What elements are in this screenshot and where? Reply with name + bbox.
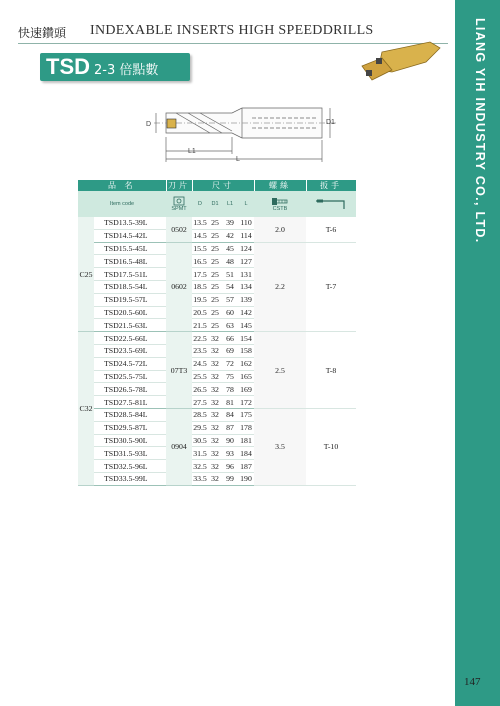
cell-l: 114 bbox=[238, 229, 254, 242]
item-code: TSD28.5-84L bbox=[94, 408, 166, 421]
item-code: TSD33.5-99L bbox=[94, 472, 166, 485]
cell-d1: 25 bbox=[208, 255, 222, 268]
group-header-insert: 刀片 bbox=[168, 181, 191, 190]
cell-d: 22.5 bbox=[193, 333, 207, 343]
cell-d: 31.5 bbox=[193, 448, 207, 458]
cell-l: 175 bbox=[238, 408, 254, 421]
cell-l1: 84 bbox=[222, 408, 238, 421]
brand-sidebar bbox=[455, 0, 500, 706]
cell-l1: 75 bbox=[222, 370, 238, 383]
page-number: 147 bbox=[464, 676, 481, 688]
group-header-wrench: 扳手 bbox=[306, 180, 356, 191]
cell-l1: 93 bbox=[222, 447, 238, 460]
cell-l1: 48 bbox=[222, 255, 238, 268]
item-code: TSD29.5-87L bbox=[94, 421, 166, 434]
table-row bbox=[78, 217, 356, 229]
cell-l1: 78 bbox=[222, 383, 238, 396]
cell-d1: 25 bbox=[208, 280, 222, 293]
cell-d: 26.5 bbox=[193, 384, 207, 394]
cell-d: 16.5 bbox=[193, 256, 207, 266]
cell-l1: 39 bbox=[222, 217, 238, 229]
cell-l: 165 bbox=[238, 370, 254, 383]
column-wrench bbox=[306, 191, 356, 217]
label-d1: D1 bbox=[326, 119, 335, 126]
cell-d1: 25 bbox=[208, 217, 222, 229]
item-code: TSD26.5-78L bbox=[94, 383, 166, 396]
cell-l1: 90 bbox=[222, 434, 238, 447]
item-code: TSD30.5-90L bbox=[94, 434, 166, 447]
cell-d: 33.5 bbox=[193, 474, 207, 484]
cell-d1: 32 bbox=[208, 383, 222, 396]
screw-cell: 2.5 bbox=[254, 332, 306, 409]
cell-l: 162 bbox=[238, 357, 254, 370]
cell-d1: 32 bbox=[208, 396, 222, 409]
cell-d: 28.5 bbox=[193, 410, 207, 420]
cell-d1: 32 bbox=[208, 408, 222, 421]
label-l: L bbox=[236, 156, 240, 163]
header-rule bbox=[18, 43, 448, 44]
model-range: 2-3 倍點數 bbox=[94, 63, 159, 78]
cell-l: 139 bbox=[238, 293, 254, 306]
item-code: TSD17.5-51L bbox=[94, 268, 166, 281]
cell-d: 17.5 bbox=[193, 269, 207, 279]
item-code: TSD31.5-93L bbox=[94, 447, 166, 460]
wrench-cell: T-6 bbox=[306, 217, 356, 242]
column-l1: L1 bbox=[222, 191, 238, 217]
column-insert bbox=[166, 191, 192, 217]
screw-cell: 2.0 bbox=[254, 217, 306, 242]
cell-l: 142 bbox=[238, 306, 254, 319]
cell-l1: 63 bbox=[222, 319, 238, 332]
item-code: TSD18.5-54L bbox=[94, 280, 166, 293]
cell-d1: 32 bbox=[208, 447, 222, 460]
cell-d: 23.5 bbox=[193, 346, 207, 356]
cell-l: 190 bbox=[238, 472, 254, 485]
cell-l: 134 bbox=[238, 280, 254, 293]
table-row bbox=[78, 332, 356, 345]
cell-l1: 72 bbox=[222, 357, 238, 370]
item-code: TSD15.5-45L bbox=[94, 242, 166, 255]
group-header-name: 品 名 bbox=[78, 180, 166, 191]
cell-d: 19.5 bbox=[193, 295, 207, 305]
group-header-size: 尺寸 bbox=[192, 180, 254, 191]
cell-d: 20.5 bbox=[193, 307, 207, 317]
cell-l: 124 bbox=[238, 242, 254, 255]
cell-l1: 45 bbox=[222, 242, 238, 255]
wrench-cell: T-7 bbox=[306, 242, 356, 332]
group-header-screw: 螺絲 bbox=[254, 180, 306, 191]
cell-d: 25.5 bbox=[193, 371, 207, 381]
spec-table bbox=[78, 180, 357, 486]
cell-l: 172 bbox=[238, 396, 254, 409]
table-row bbox=[78, 408, 356, 421]
cell-d: 30.5 bbox=[193, 435, 207, 445]
cell-d1: 32 bbox=[208, 332, 222, 345]
item-code: TSD24.5-72L bbox=[94, 357, 166, 370]
label-d: D bbox=[146, 121, 152, 128]
item-code: TSD20.5-60L bbox=[94, 306, 166, 319]
cell-l1: 69 bbox=[222, 344, 238, 357]
cell-d: 15.5 bbox=[193, 243, 207, 253]
cell-d1: 32 bbox=[208, 460, 222, 473]
cell-l1: 51 bbox=[222, 268, 238, 281]
cell-l: 169 bbox=[238, 383, 254, 396]
cell-d1: 25 bbox=[208, 306, 222, 319]
item-code: TSD19.5-57L bbox=[94, 293, 166, 306]
group-label: C25 bbox=[78, 217, 94, 332]
item-code: TSD32.5-96L bbox=[94, 460, 166, 473]
drill-photo-icon bbox=[362, 42, 440, 80]
page-header bbox=[18, 24, 448, 40]
cell-l1: 57 bbox=[222, 293, 238, 306]
item-code: TSD25.5-75L bbox=[94, 370, 166, 383]
cell-l: 178 bbox=[238, 421, 254, 434]
cell-l: 154 bbox=[238, 332, 254, 345]
cell-l1: 87 bbox=[222, 421, 238, 434]
cell-d1: 32 bbox=[208, 472, 222, 485]
insert-cell: 0502 bbox=[166, 217, 192, 242]
column-d1: D1 bbox=[208, 191, 222, 217]
header-title-cn: 快速鑽頭 bbox=[18, 26, 67, 40]
brand-name: LIANG YIH INDUSTRY CO., LTD. bbox=[473, 18, 487, 244]
cell-l1: 96 bbox=[222, 460, 238, 473]
cell-d1: 32 bbox=[208, 421, 222, 434]
column-d: D bbox=[192, 191, 208, 217]
cell-l1: 54 bbox=[222, 280, 238, 293]
item-code: TSD14.5-42L bbox=[94, 229, 166, 242]
model-name: TSD bbox=[46, 54, 90, 79]
cell-d: 14.5 bbox=[193, 231, 207, 241]
cell-l1: 81 bbox=[222, 396, 238, 409]
column-insert-label: SPMT bbox=[171, 206, 187, 212]
insert-icon bbox=[167, 119, 176, 128]
header-title-en: INDEXABLE INSERTS HIGH SPEEDDRILLS bbox=[90, 23, 374, 38]
cell-d: 29.5 bbox=[193, 423, 207, 433]
cell-l: 110 bbox=[238, 217, 254, 229]
column-screw-label: CSTB bbox=[272, 205, 288, 212]
cell-l: 145 bbox=[238, 319, 254, 332]
cell-l1: 42 bbox=[222, 229, 238, 242]
cell-d: 21.5 bbox=[193, 320, 207, 330]
cell-l: 158 bbox=[238, 344, 254, 357]
item-code: TSD13.5-39L bbox=[94, 217, 166, 229]
table-row bbox=[78, 242, 356, 255]
insert-cell: 07T3 bbox=[166, 332, 192, 409]
cell-l: 184 bbox=[238, 447, 254, 460]
item-code: TSD21.5-63L bbox=[94, 319, 166, 332]
wrench-icon bbox=[314, 197, 348, 211]
cell-l: 131 bbox=[238, 268, 254, 281]
insert-square-icon bbox=[173, 196, 185, 206]
item-code: TSD16.5-48L bbox=[94, 255, 166, 268]
cell-d: 24.5 bbox=[193, 359, 207, 369]
cell-l: 181 bbox=[238, 434, 254, 447]
wrench-cell: T-8 bbox=[306, 332, 356, 409]
column-screw bbox=[254, 191, 306, 217]
cell-d1: 32 bbox=[208, 434, 222, 447]
screw-icon bbox=[271, 197, 289, 206]
cell-d1: 25 bbox=[208, 293, 222, 306]
cell-d: 27.5 bbox=[193, 397, 207, 407]
cell-l: 127 bbox=[238, 255, 254, 268]
cell-d1: 25 bbox=[208, 242, 222, 255]
cell-l1: 60 bbox=[222, 306, 238, 319]
cell-l1: 99 bbox=[222, 472, 238, 485]
cell-d: 32.5 bbox=[193, 461, 207, 471]
group-label: C32 bbox=[78, 332, 94, 486]
cell-d: 18.5 bbox=[193, 282, 207, 292]
model-banner bbox=[40, 53, 190, 81]
cell-d1: 32 bbox=[208, 344, 222, 357]
label-l1: L1 bbox=[188, 148, 196, 155]
cell-d: 13.5 bbox=[193, 218, 207, 228]
item-code: TSD22.5-66L bbox=[94, 332, 166, 345]
wrench-cell: T-10 bbox=[306, 408, 356, 485]
cell-l: 187 bbox=[238, 460, 254, 473]
item-code: TSD23.5-69L bbox=[94, 344, 166, 357]
column-item-code: Item code bbox=[78, 191, 166, 217]
item-code: TSD27.5-81L bbox=[94, 396, 166, 409]
insert-cell: 0602 bbox=[166, 242, 192, 332]
cell-d1: 32 bbox=[208, 357, 222, 370]
cell-d1: 25 bbox=[208, 268, 222, 281]
cell-l1: 66 bbox=[222, 332, 238, 345]
cell-d1: 25 bbox=[208, 319, 222, 332]
cell-d1: 32 bbox=[208, 370, 222, 383]
insert-cell: 0904 bbox=[166, 408, 192, 485]
column-l: L bbox=[238, 191, 254, 217]
cell-d1: 25 bbox=[208, 229, 222, 242]
screw-cell: 3.5 bbox=[254, 408, 306, 485]
screw-cell: 2.2 bbox=[254, 242, 306, 332]
